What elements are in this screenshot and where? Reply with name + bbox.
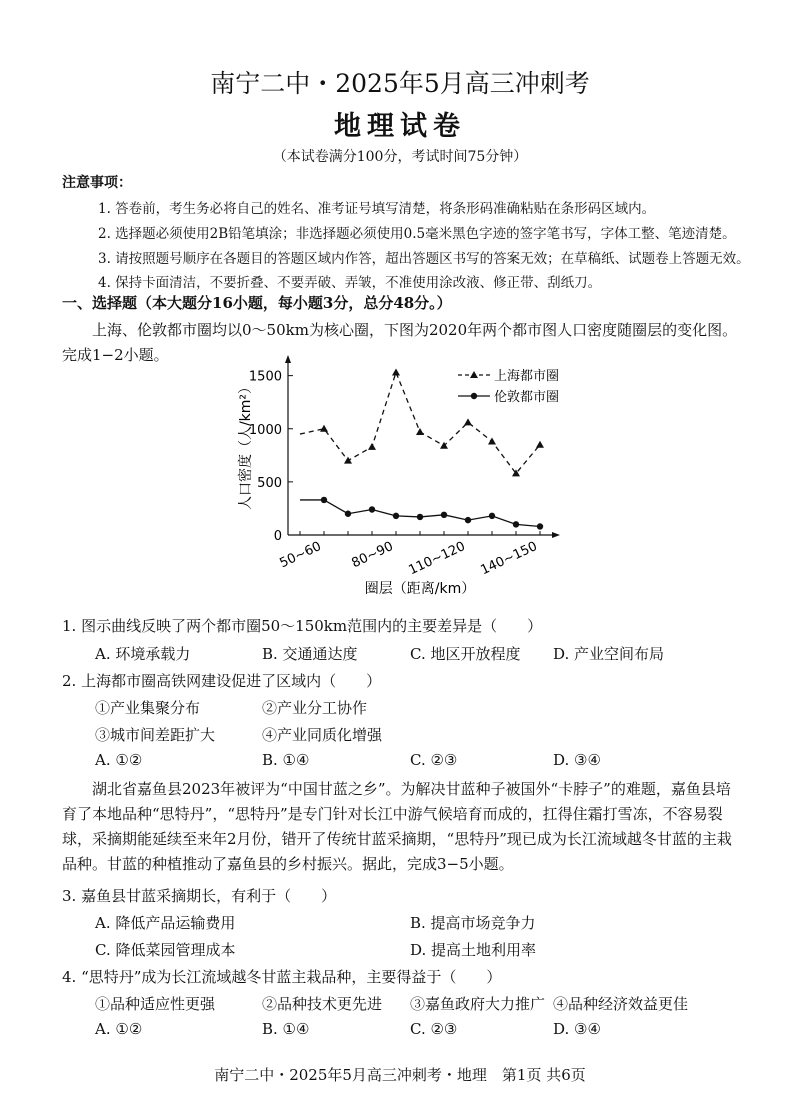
- data-point-shanghai: [536, 441, 544, 448]
- population-density-chart: [220, 355, 580, 605]
- section-intro: 上海、伦敦都市圈均以0～50km为核心圈，下图为2020年两个都市图人口密度随圈层的变化图。完成1−2小题。: [62, 321, 738, 364]
- data-point-london: [441, 512, 447, 518]
- y-axis-arrow: [285, 355, 291, 363]
- question-2-option-c: C. ②③: [410, 751, 458, 769]
- data-point-shanghai: [440, 442, 448, 449]
- notice-item: 3. 请按照题号顺序在各题目的答题区域内作答，超出答题区书写的答案无效；在草稿纸、试题卷上答题无效。: [98, 251, 750, 267]
- data-point-shanghai: [488, 438, 496, 445]
- exam-title: 南宁二中・2025年5月高三冲刺考: [210, 69, 590, 98]
- question-3-option-a: A. 降低产品运输费用: [95, 914, 236, 932]
- question-3-option-b: B. 提高市场竞争力: [410, 914, 536, 932]
- question-4-option-c: C. ②③: [410, 1020, 458, 1038]
- question-4-choice: ④品种经济效益更佳: [553, 995, 689, 1013]
- data-point-london: [489, 513, 495, 519]
- question-4-option-a: A. ①②: [95, 1020, 143, 1038]
- question-3-stem: 3. 嘉鱼县甘蓝采摘期长，有利于（ ）: [62, 887, 337, 905]
- question-4-choice: ①品种适应性更强: [95, 995, 216, 1013]
- question-2-option-a: A. ①②: [95, 751, 143, 769]
- question-2-choice: ③城市间差距扩大: [95, 726, 216, 744]
- series-line-shanghai: [300, 372, 540, 473]
- question-1-option-c: C. 地区开放程度: [410, 645, 521, 663]
- data-point-shanghai: [344, 457, 352, 464]
- chart-legend: [458, 368, 559, 405]
- data-point-shanghai: [368, 443, 376, 450]
- x-tick-label: 80~90: [349, 539, 396, 572]
- question-2-option-b: B. ①④: [262, 751, 310, 769]
- legend-label-shanghai: 上海都市圈: [494, 369, 560, 384]
- question-2-choice: ④产业同质化增强: [262, 726, 383, 744]
- data-point-london: [537, 523, 543, 529]
- notice-item: 4. 保持卡面清洁，不要折叠、不要弄破、弄皱，不准使用涂改液、修正带、刮纸刀。: [98, 275, 602, 291]
- question-1-option-a: A. 环境承载力: [95, 645, 191, 663]
- question-4-option-b: B. ①④: [262, 1020, 310, 1038]
- question-2-choice: ②产业分工协作: [262, 699, 368, 717]
- data-point-london: [513, 521, 519, 527]
- question-4-option-d: D. ③④: [553, 1020, 601, 1038]
- y-tick-label: 0: [273, 529, 282, 544]
- question-2-stem: 2. 上海都市圈高铁网建设促进了区域内（ ）: [62, 672, 382, 690]
- question-4-choice: ②品种技术更先进: [262, 995, 383, 1013]
- question-1-option-b: B. 交通通达度: [262, 645, 358, 663]
- question-2-choice: ①产业集聚分布: [95, 699, 201, 717]
- x-axis-label: 圈层（距离/km）: [364, 581, 476, 597]
- page-footer: 南宁二中・2025年5月高三冲刺考・地理 第1页 共6页: [214, 1066, 586, 1084]
- question-2-option-d: D. ③④: [553, 751, 601, 769]
- section-heading: 一、选择题（本大题分16小题，每小题3分，总分48分。）: [62, 294, 452, 312]
- question-4-choice: ③嘉鱼政府大力推广: [410, 995, 546, 1013]
- data-point-london: [369, 506, 375, 512]
- x-tick-label: 140~150: [478, 539, 540, 579]
- data-point-london: [321, 497, 327, 503]
- question-3-option-c: C. 降低菜园管理成本: [95, 941, 236, 959]
- data-point-shanghai: [320, 425, 328, 432]
- y-axis-label: 人口密度（人/km²）: [238, 379, 254, 511]
- legend-label-london: 伦敦都市圈: [494, 390, 560, 405]
- notice-item: 2. 选择题必须使用2B铅笔填涂；非选择题必须使用0.5毫米黑色字迹的签字笔书写，字体工整、笔迹清楚。: [98, 226, 736, 242]
- series-line-london: [300, 500, 540, 527]
- question-4-stem: 4. “思特丹”成为长江流域越冬甘蓝主栽品种，主要得益于（ ）: [62, 968, 502, 986]
- question-1-stem: 1. 图示曲线反映了两个都市圈50～150km范围内的主要差异是（ ）: [62, 617, 543, 635]
- data-point-london: [465, 517, 471, 523]
- data-point-shanghai: [464, 418, 472, 425]
- x-tick-label: 50~60: [277, 539, 324, 572]
- x-tick-label: 110~120: [406, 539, 468, 579]
- data-point-shanghai: [392, 368, 400, 375]
- legend-marker-london: [471, 393, 477, 399]
- question-3-option-d: D. 提高土地利用率: [410, 941, 537, 959]
- y-tick-label: 500: [257, 475, 282, 491]
- y-tick-label: 1500: [248, 369, 282, 385]
- notice-item: 1. 答卷前，考生务必将自己的姓名、准考证号填写清楚，将条形码准确粘贴在条形码区域内。: [98, 201, 656, 217]
- data-point-london: [417, 514, 423, 520]
- data-point-london: [393, 513, 399, 519]
- notice-heading: 注意事项：: [62, 175, 132, 191]
- y-tick-label: 1000: [248, 422, 282, 438]
- exam-meta: （本试卷满分100分，考试时间75分钟）: [272, 149, 528, 165]
- data-point-london: [345, 511, 351, 517]
- x-axis-arrow: [552, 532, 560, 538]
- legend-marker-shanghai: [470, 371, 478, 378]
- exam-subtitle: 地理试卷: [334, 111, 466, 142]
- question-1-option-d: D. 产业空间布局: [553, 645, 665, 663]
- data-point-shanghai: [416, 428, 424, 435]
- passage-3-5: 湖北省嘉鱼县2023年被评为“中国甘蓝之乡”。为解决甘蓝种子被国外“卡脖子”的难题，嘉鱼县培育了本地品种“思特丹”，“思特丹”是专门针对长江中游气候培育而成的，扛得住霜打雪冻，不容易裂球，采摘期能延续至来年2月份，错开了传统甘蓝采摘期，“思特丹”现已成为长江流域越冬甘蓝的主栽品种。甘蓝的种植推动了嘉鱼县的乡村振兴。据此，完成3−5小题。: [62, 780, 732, 873]
